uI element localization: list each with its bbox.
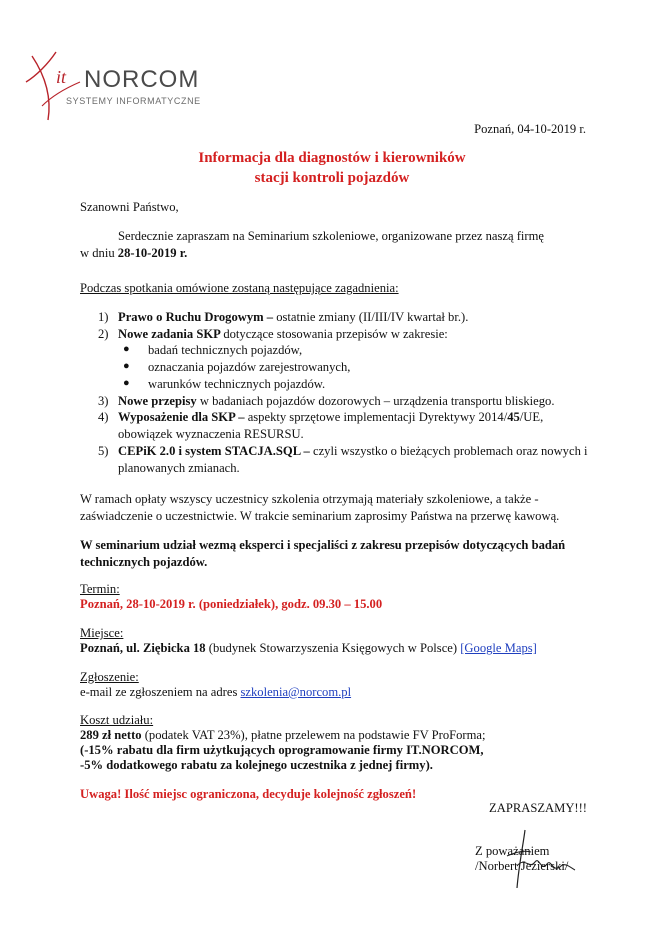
termin-label: Termin: [80, 582, 120, 596]
subtopic-item [118, 342, 600, 359]
topic-text-continued: /UE, obowiązek wyznaczenia RESURSU. [118, 410, 544, 442]
zgloszenie-text: e-mail ze zgłoszeniem na adres [80, 685, 241, 699]
subtopic-text: badań technicznych pojazdów, [148, 343, 303, 358]
company-logo [22, 46, 252, 126]
invitation-prefix: w dniu [80, 246, 118, 260]
bullet-icon: ● [123, 360, 130, 373]
koszt-label: Koszt udziału: [80, 713, 154, 727]
topic-number: 2) [98, 326, 109, 341]
closing-text: ZAPRASZAMY!!! [489, 801, 587, 815]
topic-heading: Wyposażenie dla SKP – [118, 410, 248, 425]
subtopics-list [118, 342, 600, 392]
topic-text: czyli wszystko o bieżących problemach oraz nowych i planowanych zmianach. [118, 443, 588, 475]
greeting: Szanowni Państwo, [80, 200, 179, 214]
bullet-icon: ● [123, 376, 130, 389]
regards-text: Z poważaniem [475, 844, 550, 858]
topic-text: aspekty sprzętowe implementacji Dyrektywy 2014/ [247, 410, 508, 425]
logo-prefix: it [56, 67, 67, 87]
topic-item [80, 326, 600, 393]
title-line-1: Informacja dla diagnostów i kierowników [198, 150, 466, 166]
email-link[interactable]: szkolenia@norcom.pl [240, 685, 352, 699]
topic-item [80, 409, 600, 442]
topic-heading: Nowe zadania SKP [118, 326, 224, 341]
topic-number: 3) [98, 393, 109, 408]
signatory-name: /Norbert Jezierski/ [475, 859, 569, 873]
google-maps-link[interactable]: [Google Maps] [460, 641, 537, 655]
topics-list [80, 309, 600, 476]
miejsce-label: Miejsce: [80, 626, 124, 640]
topic-heading: Nowe przepisy [118, 393, 200, 408]
materials-paragraph: W ramach opłaty wszyscy uczestnicy szkolenia otrzymają materiały szkoleniowe, a także - zaświadczenie o uczestnictwie. W trakcie seminarium zaprosimy Państwa na przerwę kawową. [80, 492, 560, 523]
topic-number: 5) [98, 443, 109, 458]
topic-number: 4) [98, 410, 109, 425]
price: 289 zł netto [80, 728, 142, 742]
termin-value: Poznań, 28-10-2019 r. (poniedziałek), godz. 09.30 – 15.00 [80, 597, 383, 611]
topic-item [80, 309, 600, 326]
seminar-date: 28-10-2019 r. [117, 246, 188, 260]
title-line-2: stacji kontroli pojazdów [254, 170, 410, 187]
topic-text: ostatnie zmiany (II/III/IV kwartał br.). [276, 310, 469, 324]
address: Poznań, ul. Ziębicka 18 [80, 641, 206, 655]
subtopic-text: oznaczania pojazdów zarejestrowanych, [148, 360, 351, 375]
topic-text: w badaniach pojazdów dozorowych – urządzenia transportu bliskiego. [199, 393, 555, 408]
zgloszenie-value [80, 684, 351, 701]
miejsce-value [80, 640, 537, 657]
subtopic-text: warunków technicznych pojazdów. [148, 376, 326, 391]
price-details: (podatek VAT 23%), płatne przelewem na podstawie FV ProForma; [141, 728, 486, 742]
warning-text: Uwaga! Ilość miejsc ograniczona, decyduje kolejność zgłoszeń! [80, 787, 417, 801]
subtopic-item [118, 359, 600, 376]
topic-item [80, 443, 600, 476]
topic-text: dotyczące stosowania przepisów w zakresie: [223, 326, 448, 341]
topics-intro: Podczas spotkania omówione zostaną następujące zagadnienia: [80, 281, 399, 295]
directive-number: 45 [507, 410, 520, 425]
discount-line-2: -5% dodatkowego rabatu za kolejnego uczestnika z jednej firmy). [80, 758, 433, 772]
subtopic-item [118, 376, 600, 393]
discount-line-1: (-15% rabatu dla firm użytkujących oprogramowanie firmy IT.NORCOM, [80, 743, 484, 757]
invitation-line-1: Serdecznie zapraszam na Seminarium szkoleniowe, organizowane przez naszą firmę [118, 229, 545, 243]
experts-paragraph: W seminarium udział wezmą eksperci i specjaliści z zakresu przepisów dotyczących badań technicznych pojazdów. [80, 538, 566, 569]
venue-description: (budynek Stowarzyszenia Księgowych w Polsce) [205, 641, 461, 655]
logo-subtitle: SYSTEMY INFORMATYCZNE [66, 96, 201, 106]
topic-heading: Prawo o Ruchu Drogowym – [118, 310, 277, 324]
logo-brand: NORCOM [84, 66, 200, 93]
letter-title [0, 148, 664, 189]
zgloszenie-label: Zgłoszenie: [80, 670, 139, 684]
letter-date: Poznań, 04-10-2019 r. [474, 122, 586, 136]
topic-item [80, 393, 600, 410]
topic-heading: CEPiK 2.0 i system STACJA.SQL – [118, 443, 313, 458]
bullet-icon: ● [123, 343, 130, 356]
topic-number: 1) [98, 310, 109, 324]
invitation-line-2 [80, 245, 187, 262]
